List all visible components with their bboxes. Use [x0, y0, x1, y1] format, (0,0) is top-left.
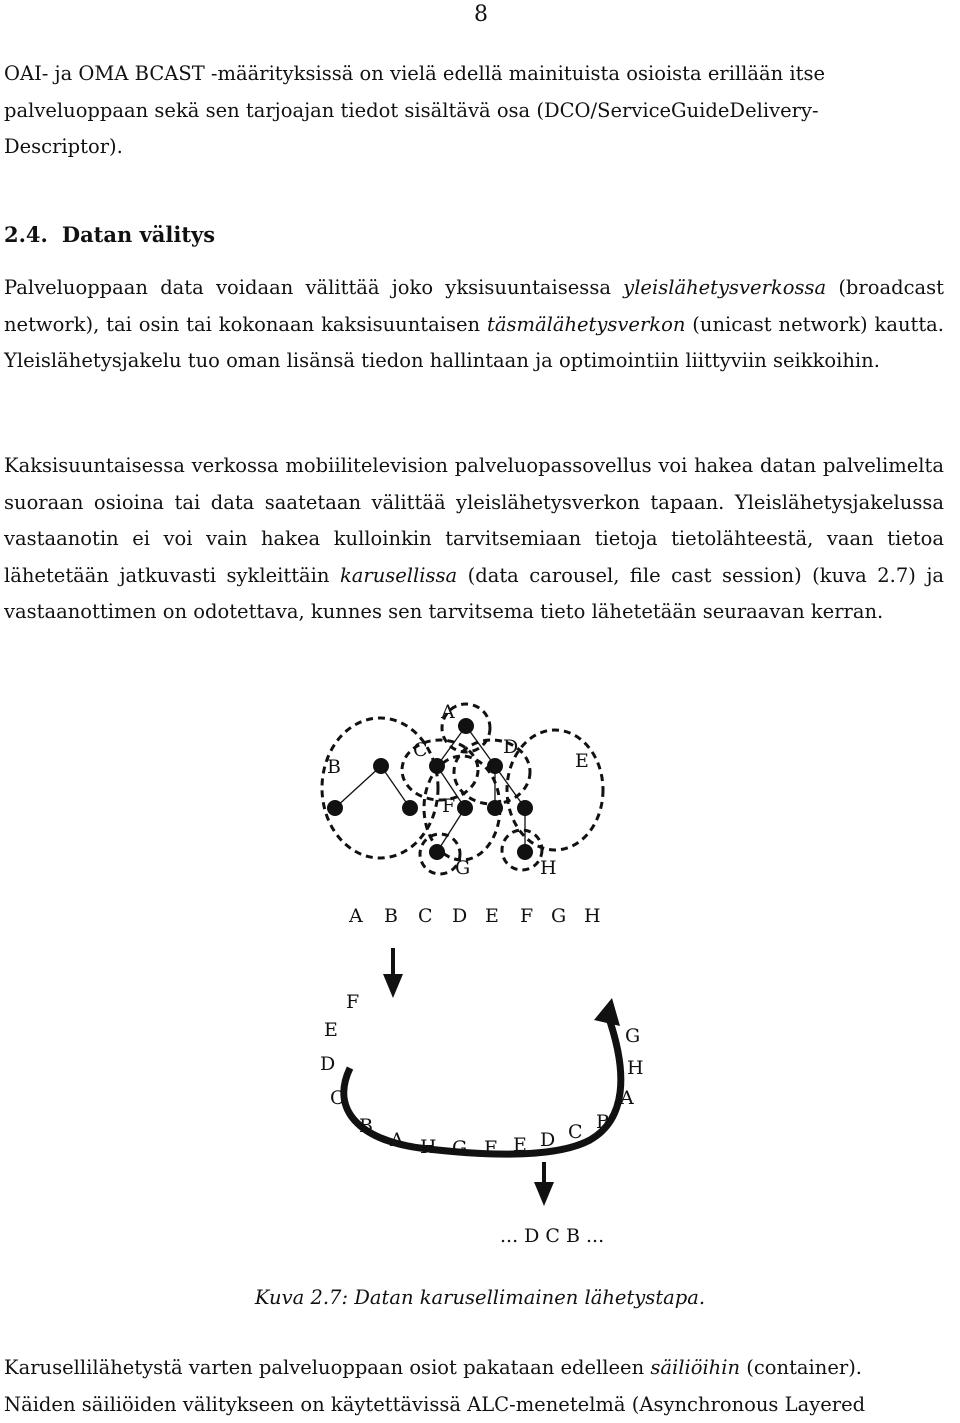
paragraph-1 — [4, 270, 944, 380]
node-g — [429, 844, 445, 860]
sequence-item: E — [485, 905, 499, 927]
paragraph-2 — [4, 448, 944, 631]
carousel-bottom-item: H — [420, 1136, 437, 1158]
carousel-right-item: A — [620, 1087, 634, 1109]
sequence-item: D — [452, 905, 468, 927]
carousel-bottom-item: B — [359, 1115, 373, 1137]
carousel-right-item: G — [625, 1025, 641, 1047]
carousel-left-item: E — [324, 1019, 338, 1041]
sequence-item: H — [584, 905, 601, 927]
section-title: Datan välitys — [61, 222, 216, 247]
sequence-item: A — [349, 905, 363, 927]
carousel-bottom-item: G — [452, 1137, 468, 1159]
node-c — [429, 758, 445, 774]
carousel-figure — [0, 680, 960, 1280]
carousel-bottom-item: A — [390, 1129, 404, 1151]
tree-label-g: G — [455, 857, 471, 879]
tree-label-d: D — [503, 736, 519, 758]
term-broadcast-network: yleislähetysverkossa — [623, 276, 827, 299]
node-e — [517, 800, 533, 816]
sequence-row — [348, 905, 601, 927]
intro-line-1: OAI- ja OMA BCAST -määrityksissä on vielä edellä mainituista osioista erillään itse — [4, 62, 826, 85]
carousel-bottom-item: B — [596, 1111, 610, 1133]
tree-label-b: B — [327, 756, 341, 778]
node-a — [458, 718, 474, 734]
node-h — [517, 844, 533, 860]
carousel-right-item: H — [627, 1057, 644, 1079]
sequence-item: B — [384, 905, 398, 927]
term-carousel: karusellissa — [339, 563, 458, 587]
node-f — [457, 800, 473, 816]
paragraph-2-text-b: (data carousel, file cast session) (kuva 2.7) ja vastaanottimen on odotettava, kunnes sen tarvitsema tieto lähetetään seuraavan kerran. — [4, 563, 944, 623]
carousel-bottom-item: E — [513, 1134, 527, 1156]
paragraph-1-text-b: (broadcast network), tai osin tai kokonaan kaksisuuntaisen — [4, 276, 944, 336]
page-number: 8 — [474, 2, 488, 27]
tree-label-h: H — [540, 857, 557, 879]
paragraph-2-text-a: Kaksisuuntaisessa verkossa mobiilitelevision palveluopassovellus voi hakea datan palvelimelta suoraan osioina tai data saatetaan välittää yleislähetysverkon tapaan. Yleislähetysjakelussa vastaanotin ei voi vain hakea kulloinkin tarvitsemiaan tietoja tietolähteestä, vaan tietoa lähetetään jatkuvasti sykleittäin — [4, 454, 944, 587]
carousel-bottom-item: D — [540, 1129, 556, 1151]
paragraph-1-text-c: (unicast network) kautta. Yleislähetysjakelu tuo oman lisänsä tiedon hallintaan ja optimointiin liittyviin seikkoihin. — [4, 312, 944, 372]
output-arrow — [534, 1162, 554, 1206]
tree-label-f: F — [442, 795, 456, 817]
tree-label-e: E — [575, 750, 589, 772]
node-b — [373, 758, 389, 774]
tree-label-a: A — [441, 701, 455, 723]
tree-label-c: C — [413, 739, 428, 761]
closing-text-b: (container). — [740, 1356, 862, 1379]
closing-line-2: Näiden säiliöiden välitykseen on käytettävissä ALC-menetelmä (Asynchronous Layered — [4, 1392, 866, 1416]
carousel-bottom-item: F — [484, 1137, 498, 1159]
sequence-item: F — [520, 905, 534, 927]
carousel-left-item: C — [330, 1087, 345, 1109]
figure-caption: Kuva 2.7: Datan karusellimainen lähetystapa. — [254, 1286, 706, 1309]
intro-line-2: palveluoppaan sekä sen tarjoajan tiedot sisältävä osa (DCO/ServiceGuideDelivery- — [4, 98, 819, 122]
term-container: säiliöihin — [650, 1356, 741, 1379]
node-b-right-leaf — [402, 800, 418, 816]
node-b-left-leaf — [327, 800, 343, 816]
node-d-leaf — [487, 800, 503, 816]
section-heading — [4, 222, 215, 247]
carousel-bottom-item: C — [568, 1121, 583, 1143]
term-unicast-network: täsmälähetysverkon — [487, 312, 686, 336]
section-number: 2.4. — [4, 222, 48, 247]
closing-paragraph — [4, 1350, 944, 1423]
sequence-item: G — [551, 905, 567, 927]
carousel-left-item: D — [320, 1053, 336, 1075]
paragraph-1-text-a: Palveluoppaan data voidaan välittää joko yksisuuntaisessa — [4, 276, 624, 299]
output-sequence: ... D C B ... — [500, 1225, 605, 1247]
closing-text-a: Karusellilähetystä varten palveluoppaan osiot pakataan edelleen — [4, 1356, 651, 1379]
node-d — [487, 758, 503, 774]
input-arrow — [383, 948, 403, 998]
intro-paragraph — [4, 56, 944, 166]
carousel-left-item: F — [346, 991, 360, 1013]
sequence-item: C — [418, 905, 433, 927]
group-e — [507, 730, 603, 850]
intro-line-3: Descriptor). — [4, 135, 123, 158]
